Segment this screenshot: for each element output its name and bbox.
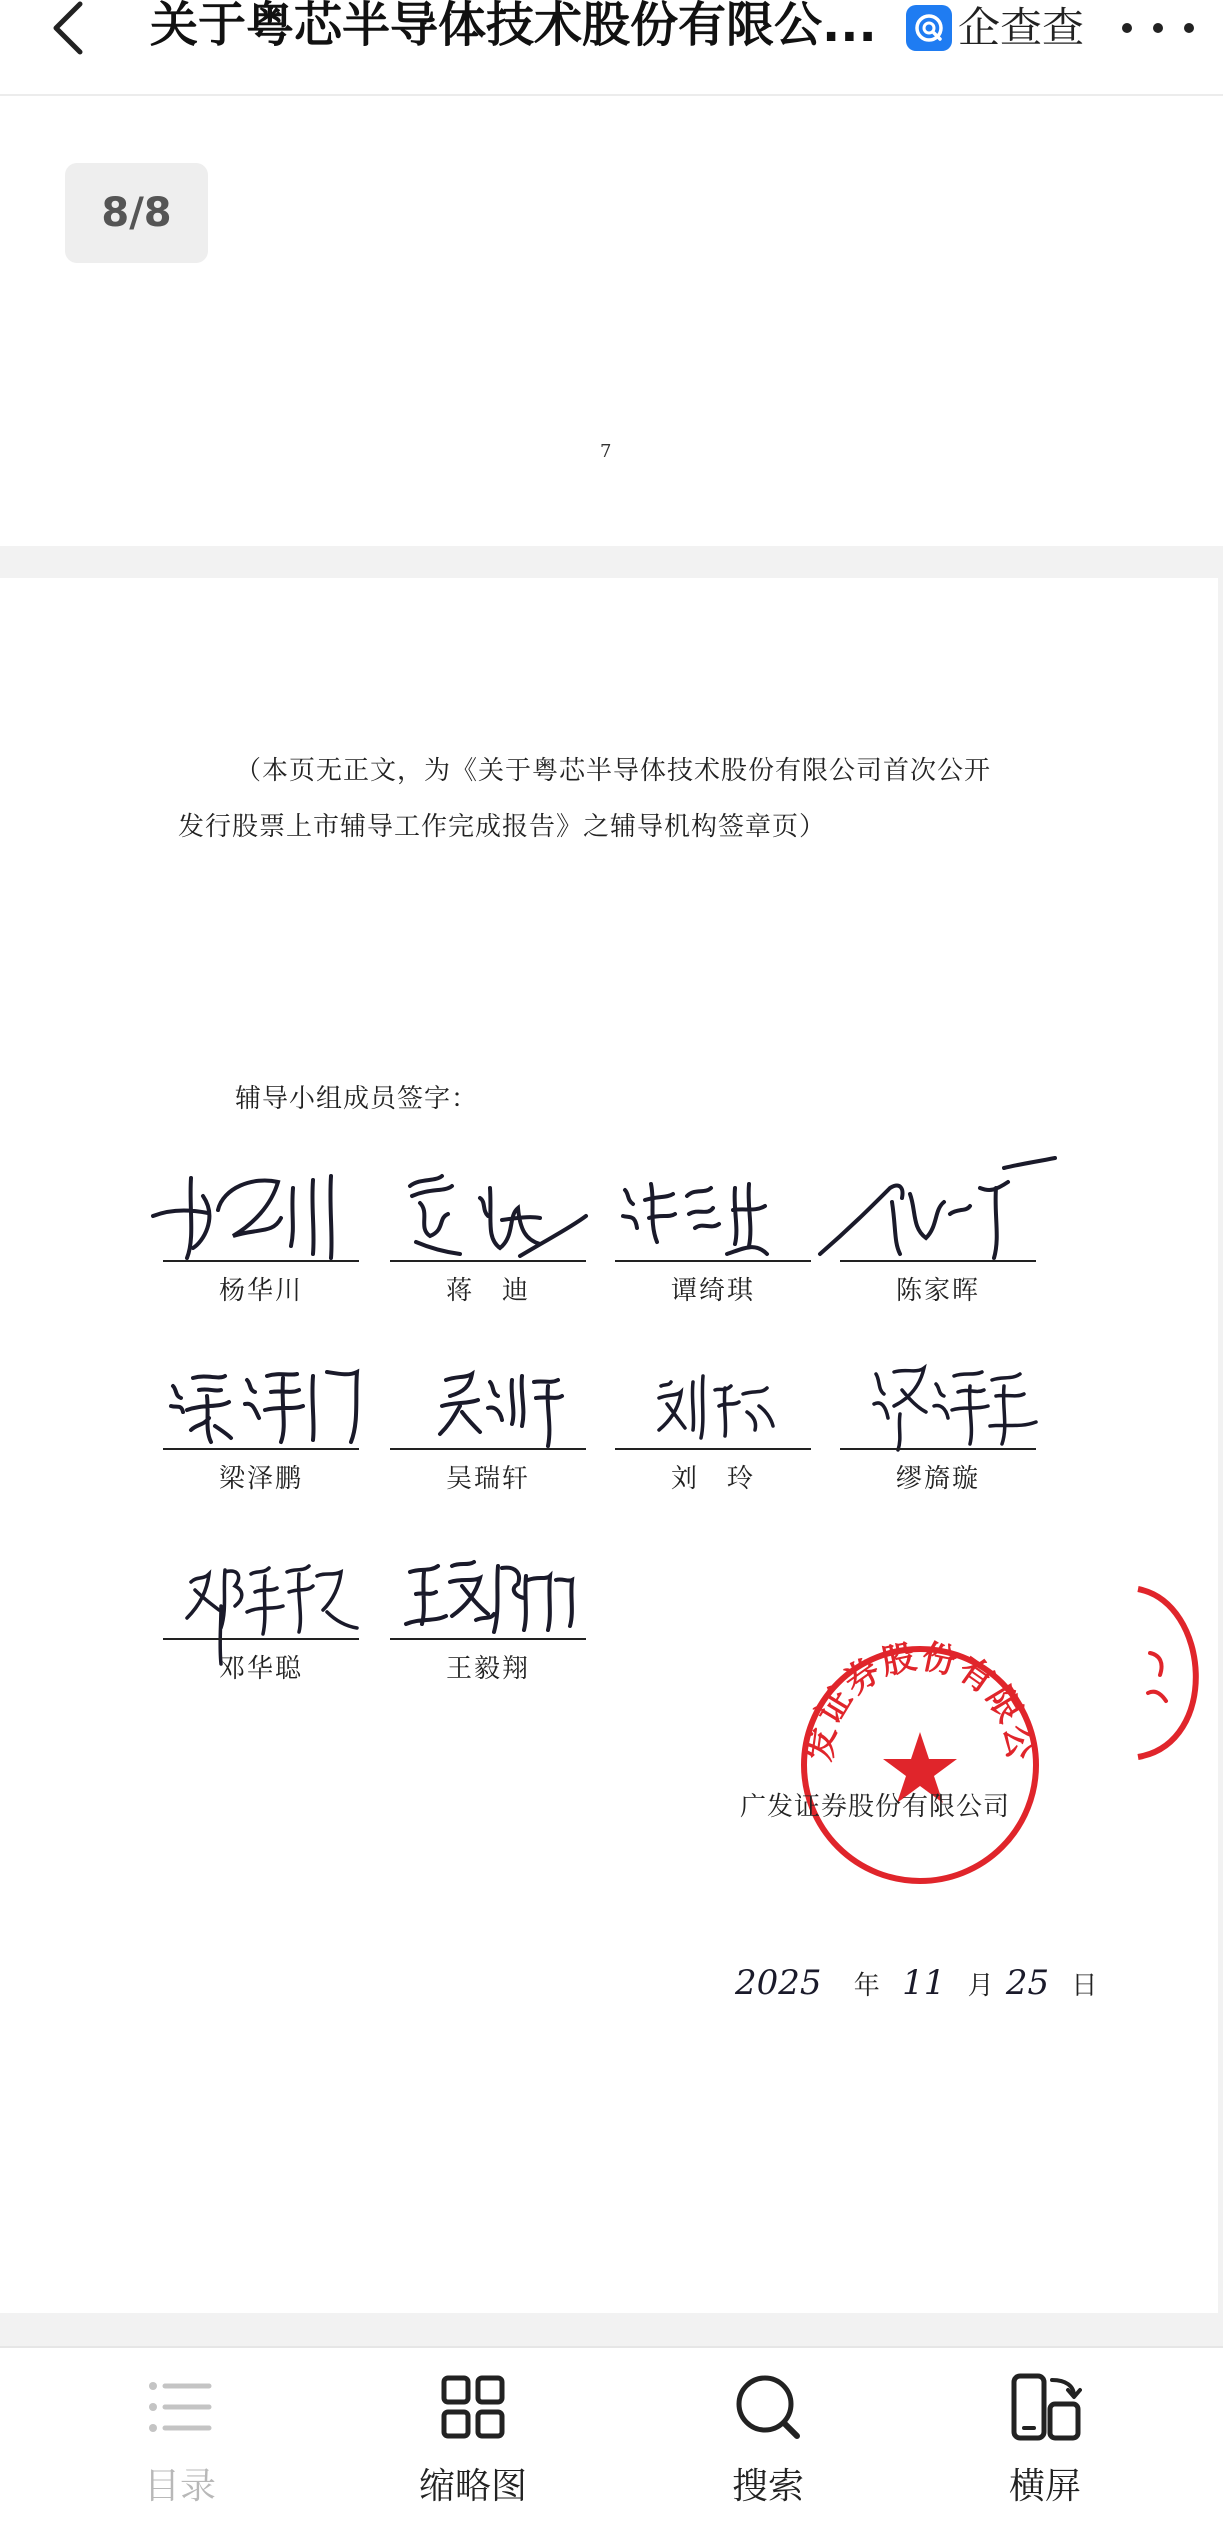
sign-date [735, 1963, 1097, 2003]
page-number: 7 [600, 441, 612, 462]
signature-block [840, 1158, 1036, 1308]
signature-block [390, 1536, 586, 1686]
toolbar-search-button[interactable] [678, 2370, 858, 2510]
date-year: 2025 [735, 1963, 822, 2003]
brand-link[interactable] [906, 0, 1084, 56]
bottom-toolbar [0, 2346, 1223, 2527]
signer-name: 杨华川 [218, 1276, 303, 1306]
handwritten-signature [840, 1158, 1036, 1268]
handwritten-signature [615, 1346, 811, 1456]
toolbar-label: 目录 [143, 2466, 216, 2507]
partial-seal-edge [1130, 1583, 1218, 1763]
document-viewer[interactable] [0, 96, 1223, 2346]
company-name: 广发证券股份有限公司 [740, 1792, 1011, 1822]
document-page [0, 578, 1218, 2313]
more-dots-icon[interactable] [1118, 0, 1198, 56]
list-icon [143, 2370, 217, 2444]
signer-name: 刘 玲 [670, 1464, 755, 1494]
signer-name: 缪旖璇 [895, 1464, 980, 1494]
page-counter-badge: 8/8 [65, 163, 208, 263]
search-icon [731, 2370, 805, 2444]
previous-page [0, 96, 1223, 546]
signature-block [840, 1346, 1036, 1496]
signer-name: 蒋 迪 [445, 1276, 530, 1306]
signature-block [163, 1346, 359, 1496]
date-day: 25 [1005, 1963, 1050, 2003]
handwritten-signature [163, 1536, 359, 1646]
note-line-1: （本页无正文，为《关于粤芯半导体技术股份有限公司首次公开 [235, 756, 992, 786]
handwritten-signature [163, 1158, 359, 1268]
signer-name: 谭绮琪 [670, 1276, 755, 1306]
toolbar-thumbnails-button[interactable] [383, 2370, 563, 2510]
signature-block [615, 1158, 811, 1308]
brand-name: 企查查 [958, 3, 1085, 52]
back-button[interactable] [40, 0, 100, 56]
note-line-2: 发行股票上市辅导工作完成报告》之辅导机构签章页） [178, 812, 827, 842]
document-title: 关于粤芯半导体技术股份有限公... [150, 0, 877, 53]
toolbar-contents-button[interactable] [90, 2370, 270, 2510]
signer-name: 吴瑞轩 [445, 1464, 530, 1494]
seal-text: 发证券股份有限公 [799, 1640, 1041, 1764]
toolbar-label: 缩略图 [418, 2466, 527, 2507]
company-seal [795, 1640, 1045, 1890]
date-month: 11 [902, 1963, 946, 2003]
handwritten-signature [390, 1158, 586, 1268]
date-month-label: 月 [967, 1971, 994, 2001]
signer-name: 梁泽鹏 [218, 1464, 303, 1494]
handwritten-signature [390, 1346, 586, 1456]
date-day-label: 日 [1071, 1971, 1098, 2001]
handwritten-signature [163, 1346, 359, 1456]
signature-block [163, 1536, 359, 1686]
signer-name: 邓华聪 [218, 1654, 303, 1684]
signers-heading: 辅导小组成员签字： [235, 1084, 479, 1114]
brand-logo-icon [906, 5, 952, 51]
signer-name: 王毅翔 [445, 1654, 530, 1684]
handwritten-signature [840, 1346, 1036, 1456]
top-navigation-bar [0, 0, 1223, 96]
rotate-screen-icon [1008, 2370, 1082, 2444]
signer-name: 陈家晖 [895, 1276, 980, 1306]
date-year-label: 年 [853, 1971, 880, 2001]
toolbar-label: 搜索 [731, 2466, 804, 2507]
toolbar-label: 横屏 [1008, 2466, 1081, 2507]
signature-block [163, 1158, 359, 1308]
toolbar-landscape-button[interactable] [955, 2370, 1135, 2510]
handwritten-signature [615, 1158, 811, 1268]
signature-block [390, 1158, 586, 1308]
signature-block [615, 1346, 811, 1496]
grid-icon [436, 2370, 510, 2444]
handwritten-signature [390, 1536, 586, 1646]
chevron-left-icon [40, 0, 100, 56]
signature-block [390, 1346, 586, 1496]
